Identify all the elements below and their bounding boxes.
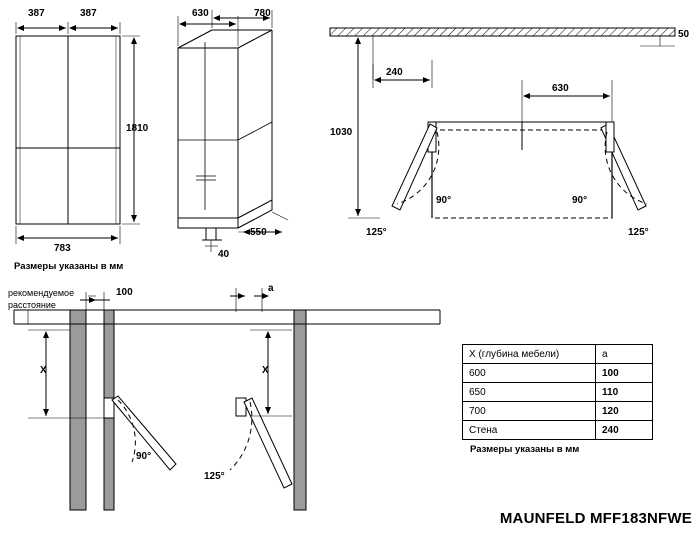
- table-header-a: a: [596, 345, 653, 364]
- top-depth-right-label: 630: [552, 83, 569, 94]
- table-row: [463, 421, 653, 440]
- front-width-total-label: 783: [54, 243, 71, 254]
- table-cell-a: 240: [596, 421, 653, 440]
- door-offset-label: 240: [386, 67, 403, 78]
- angle-right-125-label: 125°: [628, 227, 649, 238]
- recommended-note-line1: рекомендуемое: [8, 288, 75, 298]
- table-header-row: [463, 345, 653, 364]
- angle-right-90-label: 90°: [572, 195, 588, 206]
- top-width-total-label: 1030: [330, 127, 353, 138]
- table-row: [463, 364, 653, 383]
- niche-x-right-label: X: [262, 365, 269, 376]
- units-note-top: Размеры указаны в мм: [14, 261, 124, 272]
- model-name: MAUNFELD MFF183NFWE: [499, 510, 692, 527]
- side-foot-label: 40: [218, 249, 230, 260]
- table-row: [463, 383, 653, 402]
- side-depth-total-label: 780: [254, 8, 271, 19]
- niche-x-left-label: X: [40, 365, 47, 376]
- angle-left-125-label: 125°: [366, 227, 387, 238]
- front-height-label: 1810: [126, 123, 149, 134]
- table-cell-x: 700: [463, 402, 596, 421]
- side-depth-body-label: 630: [192, 8, 209, 19]
- front-width-right-label: 387: [80, 8, 97, 19]
- niche-angle-90-label: 90°: [136, 451, 152, 462]
- niche-dim-a-label: a: [268, 283, 274, 294]
- table-cell-a: 100: [596, 364, 653, 383]
- niche-angle-125-label: 125°: [204, 471, 225, 482]
- depth-table: [462, 344, 653, 440]
- side-depth-base-label: 550: [250, 227, 267, 238]
- table-cell-x: Стена: [463, 421, 596, 440]
- recommended-note-line2: расстояние: [8, 300, 56, 310]
- front-width-left-label: 387: [28, 8, 45, 19]
- angle-left-90-label: 90°: [436, 195, 452, 206]
- table-cell-a: 120: [596, 402, 653, 421]
- ceiling-gap-label: 50: [678, 29, 690, 40]
- table-header-x: X (глубина мебели): [463, 345, 596, 364]
- units-note-table: Размеры указаны в мм: [470, 444, 580, 455]
- table-cell-a: 110: [596, 383, 653, 402]
- table-cell-x: 650: [463, 383, 596, 402]
- niche-gap-100-label: 100: [116, 287, 133, 298]
- table-row: [463, 402, 653, 421]
- table-cell-x: 600: [463, 364, 596, 383]
